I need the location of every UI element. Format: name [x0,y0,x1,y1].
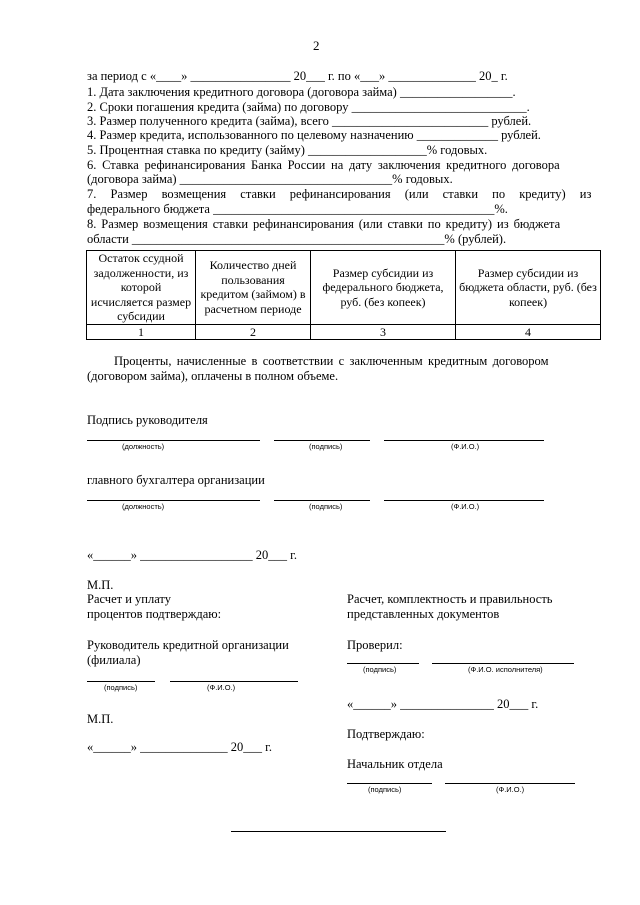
bottom-separator [231,831,446,832]
check-label-1: Расчет, комплектность и правильность [347,592,553,606]
caption-dept-signature: (подпись) [368,785,402,794]
interest-paid-text: Проценты, начисленные в соответствии с заключенным кредитным договором [114,354,549,368]
chief-accountant-label: главного бухгалтера организации [87,473,265,487]
caption-position: (должность) [122,442,165,451]
checker-signature-line[interactable] [347,663,419,664]
table-header-row [87,251,601,325]
dept-head-fio-line[interactable] [445,783,575,784]
item-federal-compensation-cont: федерального бюджета _____________________________________________%. [87,202,508,216]
col-header-days: Количество дней пользования кредитом (займом) в расчетном периоде [196,251,311,325]
item-repayment-terms: 2. Сроки погашения кредита (займа) по договору ____________________________. [87,100,530,114]
table-number-row [87,324,601,340]
dept-head-label: Начальник отдела [347,757,443,771]
interest-paid-text-cont: (договором займа), оплачены в полном объеме. [87,369,339,383]
accountant-signature-line[interactable] [274,500,370,501]
check-label-2: представленных документов [347,607,500,621]
col-number-4: 4 [456,324,601,340]
caption-bank-fio: (Ф.И.О.) [207,683,236,692]
bank-signature-line[interactable] [87,681,155,682]
item-interest-rate: 5. Процентная ставка по кредиту (займу) ___________________% годовых. [87,143,488,157]
col-header-federal: Размер субсидии из федерального бюджета, руб. (без копеек) [311,251,456,325]
checked-label: Проверил: [347,638,403,652]
checker-date-line: «______» _______________ 20___ г. [347,697,539,711]
head-signature-line[interactable] [274,440,370,441]
col-number-1: 1 [87,324,196,340]
bank-head-branch: (филиала) [87,653,141,667]
confirm-label-2: процентов подтверждаю: [87,607,222,621]
date-line: «______» __________________ 20___ г. [87,548,297,562]
period-line: за период с «____» ________________ 20___ г. по «___» ______________ 20_ г. [87,69,508,83]
item-refinancing-rate: 6. Ставка рефинансирования Банка России на дату заключения кредитного договора [87,158,560,172]
bank-head-label: Руководитель кредитной организации [87,638,289,652]
caption-fio: (Ф.И.О.) [451,442,480,451]
item-contract-date: 1. Дата заключения кредитного договора (договора займа) __________________. [87,85,516,99]
item-regional-compensation-cont: области __________________________________________________% (рублей). [87,232,507,246]
stamp-placeholder-2: М.П. [87,712,114,726]
caption-checker-fio: (Ф.И.О. исполнителя) [468,665,543,674]
col-header-balance: Остаток ссудной задолженности, из которой исчисляется размер субсидии [87,251,196,325]
item-refinancing-rate-cont: (договора займа) __________________________________% годовых. [87,172,453,186]
stamp-placeholder: М.П. [87,578,114,592]
dept-head-signature-line[interactable] [347,783,432,784]
item-loan-amount: 3. Размер полученного кредита (займа), всего _________________________ рублей. [87,114,532,128]
caption-signature: (подпись) [309,442,343,451]
bank-fio-line[interactable] [170,681,298,682]
item-federal-compensation: 7. Размер возмещения ставки рефинансирования (или ставки по кредиту) из [87,187,592,201]
caption-checker-signature: (подпись) [363,665,397,674]
head-fio-line[interactable] [384,440,544,441]
head-position-line[interactable] [87,440,260,441]
caption-bank-signature: (подпись) [104,683,138,692]
subsidy-table [86,250,601,340]
page-number: 2 [313,38,320,53]
col-number-3: 3 [311,324,456,340]
checker-fio-line[interactable] [432,663,574,664]
head-signature-label: Подпись руководителя [87,413,208,427]
item-regional-compensation: 8. Размер возмещения ставки рефинансирования (или ставки по кредиту) из бюджета [87,217,561,231]
col-number-2: 2 [196,324,311,340]
accountant-position-line[interactable] [87,500,260,501]
item-used-amount: 4. Размер кредита, использованного по целевому назначению _____________ рублей. [87,128,541,142]
col-header-regional: Размер субсидии из бюджета области, руб. (без копеек) [456,251,601,325]
bank-date-line: «______» ______________ 20___ г. [87,740,272,754]
confirm-label-1: Расчет и уплату [87,592,171,606]
caption-fio-2: (Ф.И.О.) [451,502,480,511]
caption-position-2: (должность) [122,502,165,511]
caption-signature-2: (подпись) [309,502,343,511]
caption-dept-fio: (Ф.И.О.) [496,785,525,794]
confirm-label: Подтверждаю: [347,727,425,741]
accountant-fio-line[interactable] [384,500,544,501]
